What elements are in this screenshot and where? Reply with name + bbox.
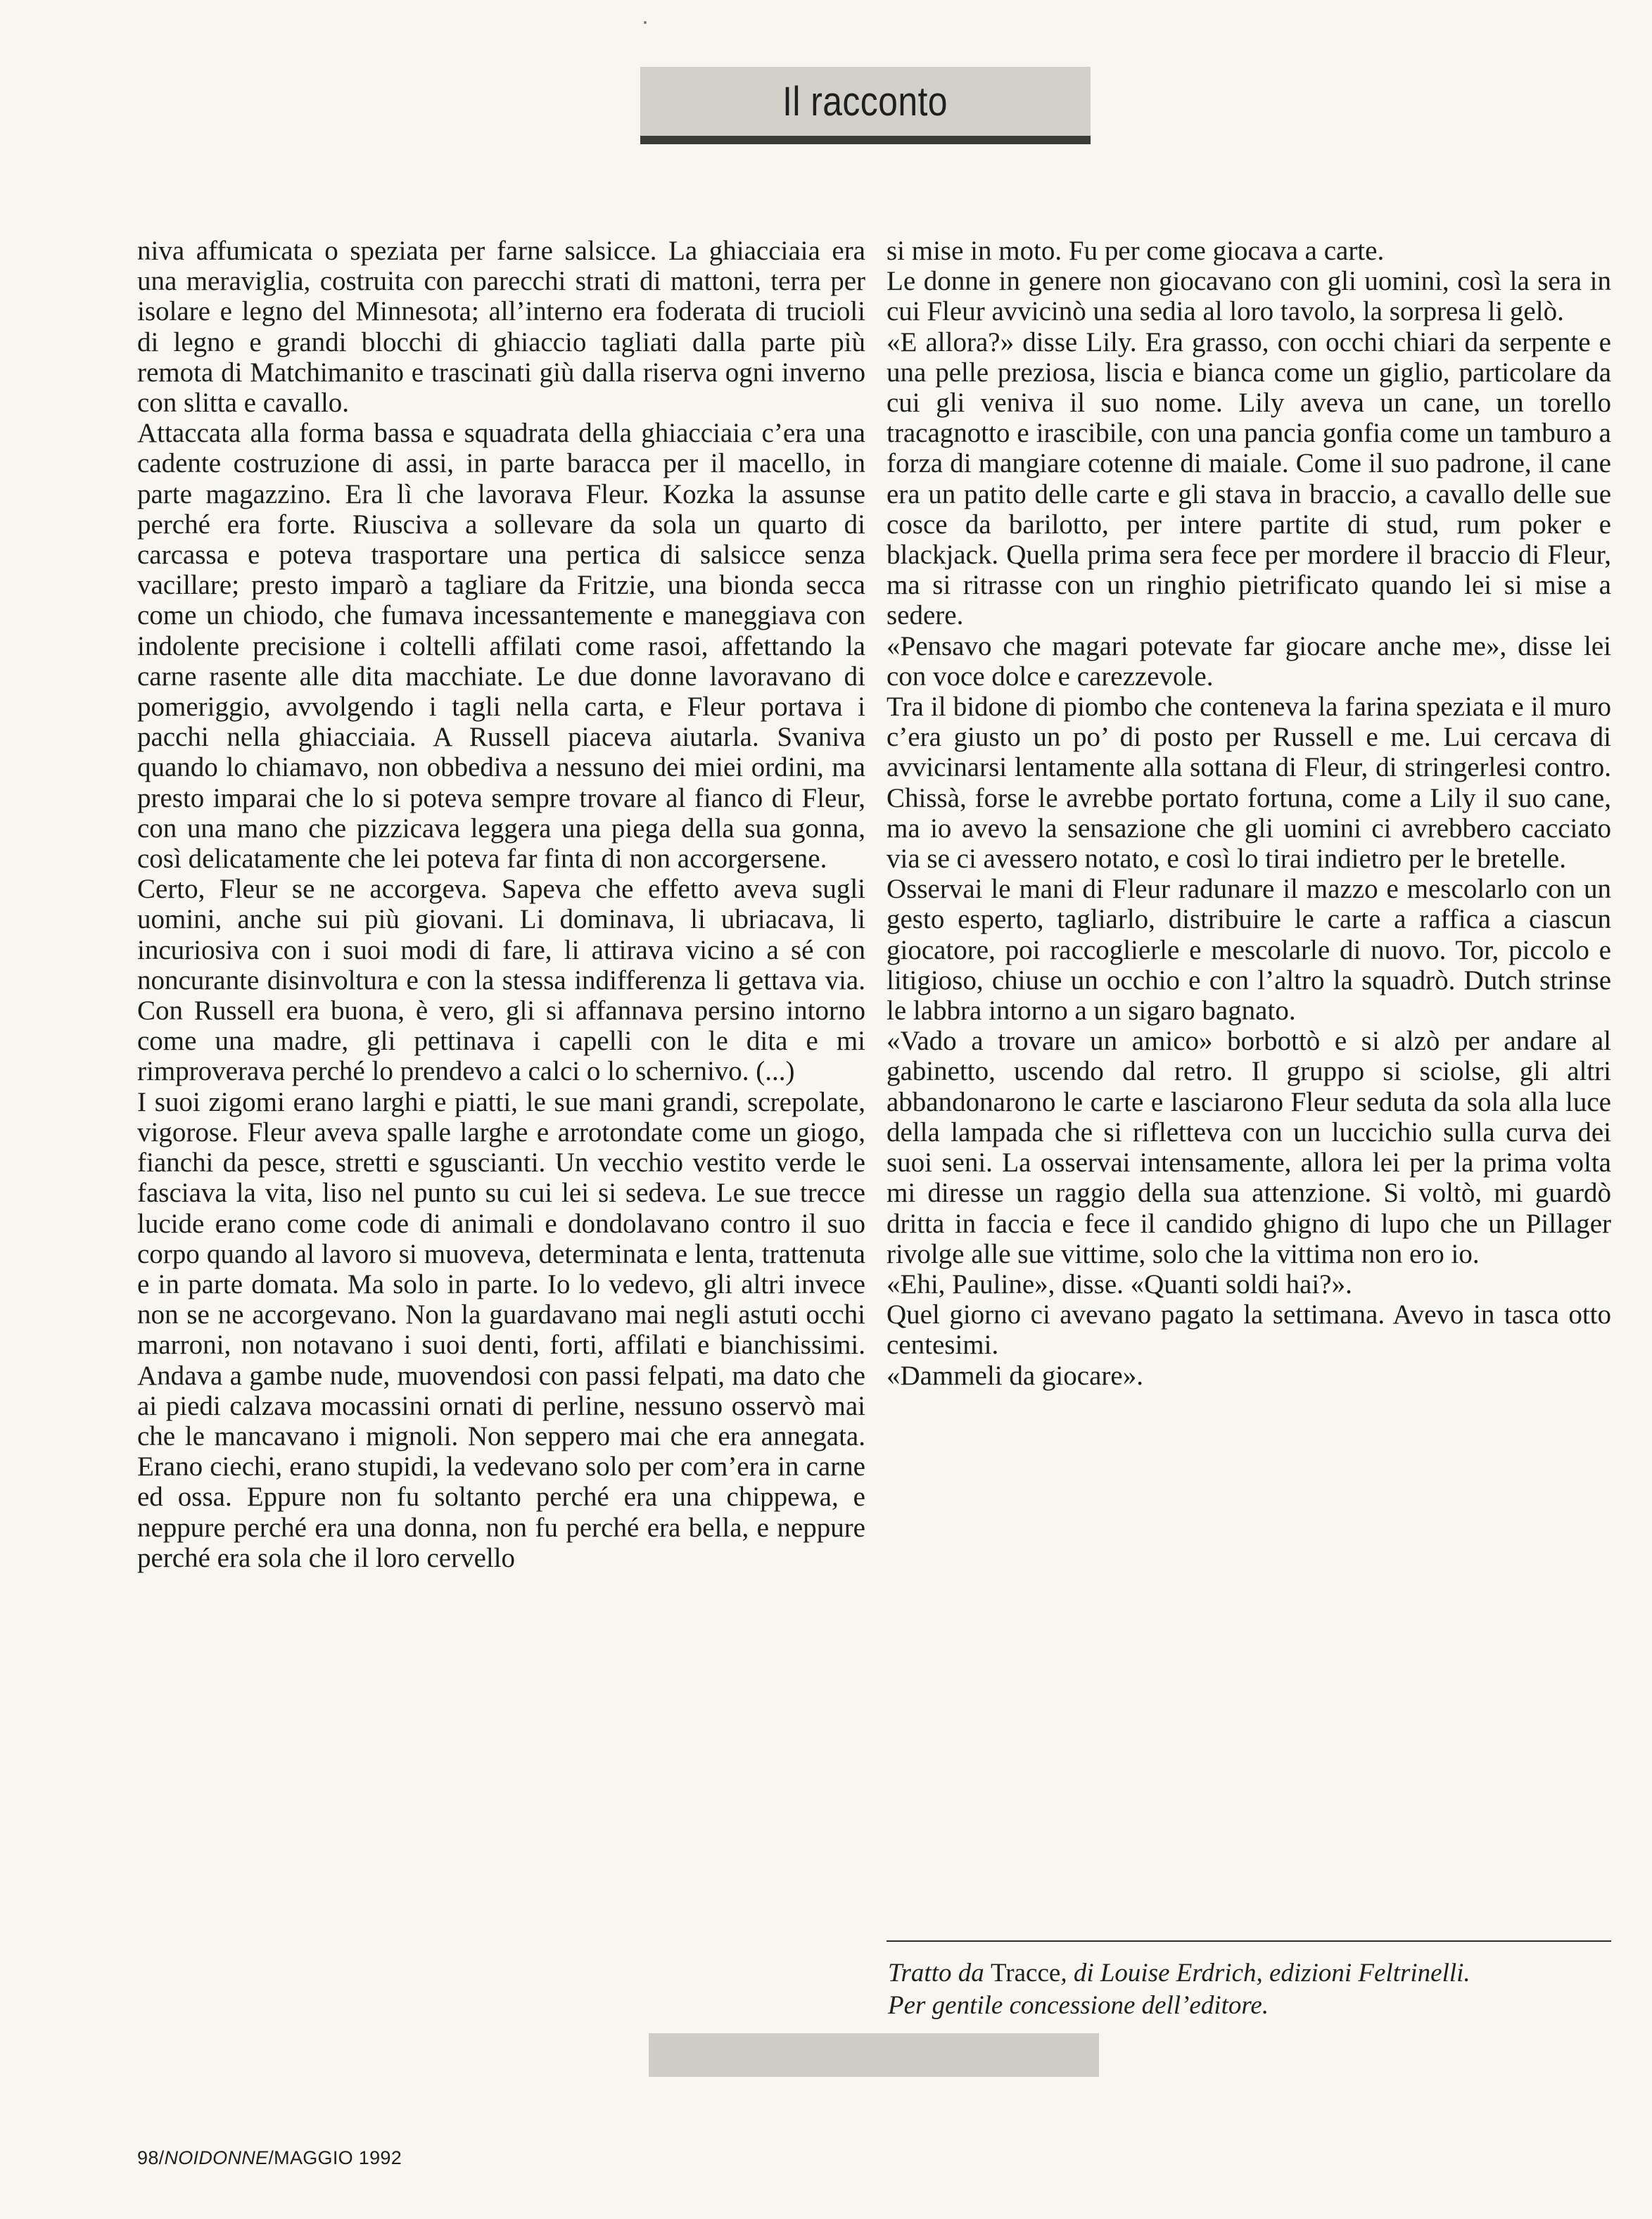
left-column: [137, 236, 865, 1573]
credit-source-title: Tracce: [991, 1959, 1061, 1988]
issue-date: /MAGGIO 1992: [268, 2147, 402, 2168]
paragraph: «Ehi, Pauline», disse. «Quanti soldi hai?».: [887, 1269, 1352, 1299]
paragraph: «Vado a trovare un amico» borbottò e si alzò per andare al gabinetto, uscendo dal retro. Il gruppo si sciolse, gli altri abbandonarono le carte e lasciarono Fleur seduta da sola alla luce della lampada che si rifletteva con un luccichio sulla curva dei suoi seni. La osservai intensamente, allora lei per la prima volta mi diresse un raggio della sua attenzione. Si voltò, mi guardò dritta in faccia e fece il candido ghigno di lupo che un Pillager rivolge alle sue vittime, solo che la vittima non ero io.: [887, 1026, 1611, 1269]
publication-name: NOIDONNE: [164, 2147, 269, 2168]
paragraph: si mise in moto. Fu per come giocava a carte.: [887, 236, 1385, 266]
right-column: [887, 236, 1611, 1391]
paragraph: Le donne in genere non giocavano con gli uomini, così la sera in cui Fleur avvicinò una sedia al loro tavolo, la sorpresa li gelò.: [887, 266, 1611, 327]
footer-bar: [649, 2033, 1099, 2077]
paragraph: Quel giorno ci avevano pagato la settimana. Avevo in tasca otto centesimi.: [887, 1299, 1611, 1361]
paragraph: Tra il bidone di piombo che conteneva la farina speziata e il muro c’era giusto un po’ di posto per Russell e me. Lui cercava di avvicinarsi lentamente alla sottana di Fleur, di stringerlesi contro. Chissà, forse le avrebbe portato fortuna, come a Lily il suo cane, ma io avevo la sensazione che gli uomini ci avrebbero cacciato via se ci avessero notato, e così lo tirai indietro per le bretelle.: [887, 692, 1611, 875]
credit-divider: [887, 1940, 1611, 1942]
page-footer: [137, 2147, 402, 2169]
credit-prefix: Tratto da: [888, 1959, 991, 1988]
section-title: Il racconto: [782, 78, 948, 125]
credit-line-1: [888, 1957, 1613, 1990]
paragraph: I suoi zigomi erano larghi e piatti, le sue mani grandi, screpolate, vigorose. Fleur aveva spalle larghe e arrotondate come un giogo, fianchi da pesce, stretti e sguscianti. Un vecchio vestito verde le fasciava la vita, liso nel punto su cui lei si sedeva. Le sue trecce lucide erano come code di animali e dondolavano contro il suo corpo quando al lavoro si muoveva, determinata e lenta, trattenuta e in parte domata. Ma solo in parte. Io lo vedevo, gli altri invece non se ne accorgevano. Non la guardavano mai negli astuti occhi marroni, non notavano i suoi denti, forti, affilati e bianchissimi. Andava a gambe nude, muovendosi con passi felpati, ma dato che ai piedi calzava mocassini ornati di perline, nessuno osservò mai che le mancavano i mignoli. Non seppero mai che era annegata. Erano ciechi, erano stupidi, la vedevano solo per com’era in carne ed ossa. Eppure non fu soltanto perché era una chippewa, e neppure perché era una donna, non fu perché era bella, e neppure perché era sola che il loro cervello: [137, 1086, 865, 1573]
credit-line-2: Per gentile concessione dell’editore.: [888, 1991, 1269, 2020]
source-credit: [888, 1957, 1613, 2022]
paragraph: Osservai le mani di Fleur radunare il mazzo e mescolarlo con un gesto esperto, tagliarlo, distribuire le carte a raffica a ciascun giocatore, poi raccoglierle e mescolarle di nuovo. Tor, piccolo e litigioso, chiuse un occhio e con l’altro la squadrò. Dutch strinse le labbra intorno a un sigaro bagnato.: [887, 874, 1611, 1026]
paragraph: Attaccata alla forma bassa e squadrata della ghiacciaia c’era una cadente costruzione di assi, in parte baracca per il macello, in parte magazzino. Era lì che lavorava Fleur. Kozka la assunse perché era forte. Riusciva a sollevare da sola un quarto di carcassa e poteva trasportare una pertica di salsicce senza vacillare; presto imparò a tagliare da Fritzie, una bionda secca come un chiodo, che fumava incessantemente e maneggiava con indolente precisione i coltelli affilati come rasoi, affettando la carne rasente alle dita macchiate. Le due donne lavoravano di pomeriggio, avvolgendo i tagli nella carta, e Fleur portava i pacchi nella ghiacciaia. A Russell piaceva aiutarla. Svaniva quando lo chiamavo, non obbediva a nessuno dei miei ordini, ma presto imparai che lo si poteva sempre trovare al fianco di Fleur, con una mano che pizzicava leggera una piega della sua gonna, così delicatamente che lei poteva far finta di non accorgersene.: [137, 418, 865, 875]
page-number: 98/: [137, 2147, 165, 2168]
credit-suffix: , di Louise Erdrich, edizioni Feltrinelli.: [1060, 1959, 1470, 1988]
paragraph: «E allora?» disse Lily. Era grasso, con occhi chiari da serpente e una pelle preziosa, liscia e bianca come un giglio, particolare da cui gli veniva il suo nome. Lily aveva un cane, un torello tracagnotto e irascibile, con una pancia gonfia come un tamburo a forza di mangiare cotenne di maiale. Come il suo padrone, il cane era un patito delle carte e gli stava in braccio, a cavallo delle sue cosce da barilotto, per intere partite di stud, rum poker e blackjack. Quella prima sera fece per mordere il braccio di Fleur, ma si ritrasse con un ringhio pietrificato quando lei si mise a sedere.: [887, 326, 1611, 631]
section-header: [640, 67, 1091, 144]
paragraph: niva affumicata o speziata per farne salsicce. La ghiacciaia era una meraviglia, costruita con parecchi strati di mattoni, terra per isolare e legno del Minnesota; all’interno era foderata di trucioli di legno e grandi blocchi di ghiaccio tagliati dalla parte più remota di Matchimanito e trascinati giù dalla riserva ogni inverno con slitta e cavallo.: [137, 236, 865, 419]
paragraph: Certo, Fleur se ne accorgeva. Sapeva che effetto aveva sugli uomini, anche sui più giovani. Li dominava, li ubriacava, li incuriosiva con i suoi modi di fare, li attirava vicino a sé con noncurante disinvoltura e con la stessa indifferenza li gettava via. Con Russell era buona, è vero, gli si affannava persino intorno come una madre, gli pettinava i capelli con le dita e mi rimproverava perché lo prendevo a calci o lo schernivo. (...): [137, 874, 865, 1087]
paragraph: «Dammeli da giocare».: [887, 1360, 1143, 1391]
paragraph: «Pensavo che magari potevate far giocare anche me», disse lei con voce dolce e carezzevole.: [887, 630, 1611, 692]
print-speck: [644, 21, 647, 24]
